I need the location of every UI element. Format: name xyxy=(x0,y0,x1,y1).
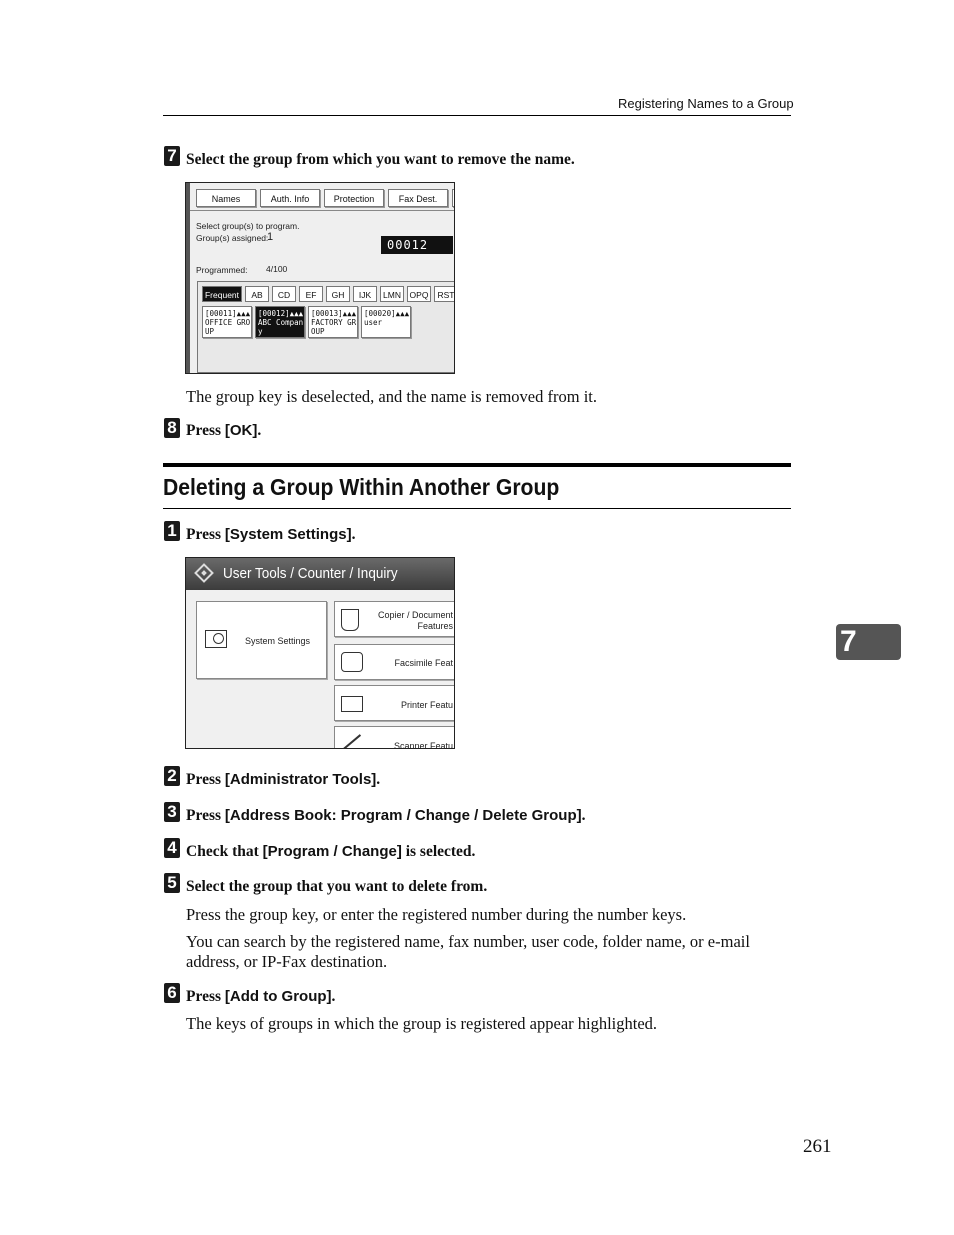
step-number-1: 1 xyxy=(164,521,180,541)
scanner-features-button[interactable] xyxy=(334,726,455,749)
step-5-note-1: Press the group key, or enter the registered number during the number keys. xyxy=(186,905,687,924)
step-number-3: 3 xyxy=(164,802,180,822)
step-number-7: 7 xyxy=(164,146,180,166)
step-4-text xyxy=(186,843,475,861)
user-tools-title-bar xyxy=(186,558,454,590)
tab-auth-info[interactable]: Auth. Info xyxy=(260,189,320,207)
key-system-settings: [System Settings] xyxy=(224,526,352,543)
step-6-text xyxy=(186,988,335,1006)
page-number: 261 xyxy=(803,1136,832,1157)
system-settings-icon xyxy=(205,630,227,648)
index-key-gh[interactable]: GH xyxy=(326,286,350,302)
step-number-5: 5 xyxy=(164,873,180,893)
step-number-8: 8 xyxy=(164,418,180,438)
step-8-text xyxy=(186,422,261,440)
group-key-factory-group[interactable] xyxy=(308,306,358,338)
step-number-4: 4 xyxy=(164,838,180,858)
step-3-text xyxy=(186,807,585,825)
step-prefix: Press xyxy=(186,526,225,543)
key-administrator-tools: [Administrator Tools] xyxy=(224,771,377,788)
index-key-cd[interactable]: CD xyxy=(272,286,296,302)
tab-divider xyxy=(190,210,455,211)
section-bottom-rule xyxy=(163,508,791,509)
copier-label xyxy=(378,610,453,632)
tab-names[interactable]: Names xyxy=(196,189,256,207)
copier-document-features-button[interactable] xyxy=(334,601,455,637)
facsimile-icon xyxy=(341,652,363,672)
facsimile-label: Facsimile Feat xyxy=(394,658,453,668)
step-5-text: Select the group that you want to delete from. xyxy=(186,878,488,895)
step-suffix: . xyxy=(581,807,586,824)
programmed-label: Programmed: xyxy=(196,265,248,275)
step-7-note: The group key is deselected, and the name is removed from it. xyxy=(186,387,597,406)
index-key-frequent[interactable]: Frequent xyxy=(202,286,242,302)
tab-fax-dest[interactable]: Fax Dest. xyxy=(388,189,448,207)
facsimile-features-button[interactable] xyxy=(334,644,455,680)
running-header: Registering Names to a Group xyxy=(618,96,794,111)
key-add-to-group: [Add to Group] xyxy=(224,988,332,1005)
group-key-abc-company[interactable] xyxy=(255,306,305,338)
step-5-note-2: You can search by the registered name, fax number, user code, folder name, or e-mail address, or IP-Fax destination. xyxy=(186,932,750,971)
step-2-text xyxy=(186,771,380,789)
group-key-name: user xyxy=(364,318,383,327)
copier-label-line1: Copier / Document xyxy=(377,610,453,620)
step-7-text: Select the group from which you want to remove the name. xyxy=(186,151,575,168)
tab-protection[interactable]: Protection xyxy=(324,189,384,207)
step-suffix: . xyxy=(351,526,356,543)
key-ok: [OK] xyxy=(224,422,258,439)
key-program-change: [Program / Change] xyxy=(262,843,402,860)
registration-number-display: 00012 xyxy=(381,236,453,254)
header-rule xyxy=(163,115,791,116)
screen-left-bar xyxy=(186,183,190,373)
index-key-ef[interactable]: EF xyxy=(299,286,323,302)
groups-assigned-label: Group(s) assigned: xyxy=(196,233,269,243)
index-key-ab[interactable]: AB xyxy=(245,286,269,302)
printer-label: Printer Featu xyxy=(400,700,453,710)
group-key-office-group[interactable] xyxy=(202,306,252,338)
select-groups-instruction: Select group(s) to program. xyxy=(196,221,300,231)
user-tools-title: User Tools / Counter / Inquiry xyxy=(223,565,398,582)
programmed-count: 4/100 xyxy=(266,264,288,274)
printer-features-button[interactable] xyxy=(334,685,455,721)
user-tools-icon xyxy=(194,563,214,583)
group-key-name: FACTORY GR OUP xyxy=(311,318,357,336)
scanner-icon xyxy=(343,734,361,749)
section-title: Deleting a Group Within Another Group xyxy=(163,474,560,500)
step-number-6: 6 xyxy=(164,983,180,1003)
step-suffix: . xyxy=(331,988,336,1005)
step-suffix: is selected. xyxy=(401,843,476,860)
copier-label-line2: Features xyxy=(417,621,453,631)
system-settings-button[interactable] xyxy=(196,601,327,679)
step-prefix: Press xyxy=(186,422,225,439)
index-key-ijk[interactable]: IJK xyxy=(353,286,377,302)
groups-assigned-value: 1 xyxy=(267,231,274,243)
group-key-id: [00011]▲▲▲ xyxy=(205,309,251,318)
group-key-id: [00013]▲▲▲ xyxy=(311,309,357,318)
copier-icon xyxy=(341,609,359,631)
step-suffix: . xyxy=(257,422,262,439)
step-prefix: Press xyxy=(186,988,225,1005)
group-list-panel xyxy=(197,281,455,373)
step-number-2: 2 xyxy=(164,766,180,786)
step-suffix: . xyxy=(376,771,381,788)
group-key-name: OFFICE GRO UP xyxy=(205,318,251,336)
group-key-user[interactable] xyxy=(361,306,411,338)
group-key-name: ABC Compan y xyxy=(258,318,304,336)
address-book-group-screen xyxy=(185,182,455,374)
chapter-tab: 7 xyxy=(836,624,901,660)
user-tools-screen xyxy=(185,557,455,749)
scanner-label: Scanner Featu xyxy=(393,741,453,749)
printer-icon xyxy=(341,696,363,712)
system-settings-label: System Settings xyxy=(245,636,311,646)
section-top-bar xyxy=(163,463,791,467)
index-key-opq[interactable]: OPQ xyxy=(407,286,431,302)
step-prefix: Press xyxy=(186,771,225,788)
group-key-id: [00012]▲▲▲ xyxy=(258,309,304,318)
tab-more[interactable] xyxy=(452,189,455,207)
index-key-lmn[interactable]: LMN xyxy=(380,286,404,302)
index-key-rst[interactable]: RST xyxy=(434,286,455,302)
group-key-id: [00020]▲▲▲ xyxy=(364,309,410,318)
step-1-text xyxy=(186,526,355,544)
step-prefix: Check that xyxy=(186,843,263,860)
step-prefix: Press xyxy=(186,807,225,824)
step-6-note: The keys of groups in which the group is registered appear highlighted. xyxy=(186,1014,658,1033)
key-address-book-program-change-delete-group: [Address Book: Program / Change / Delete Group] xyxy=(224,807,582,824)
